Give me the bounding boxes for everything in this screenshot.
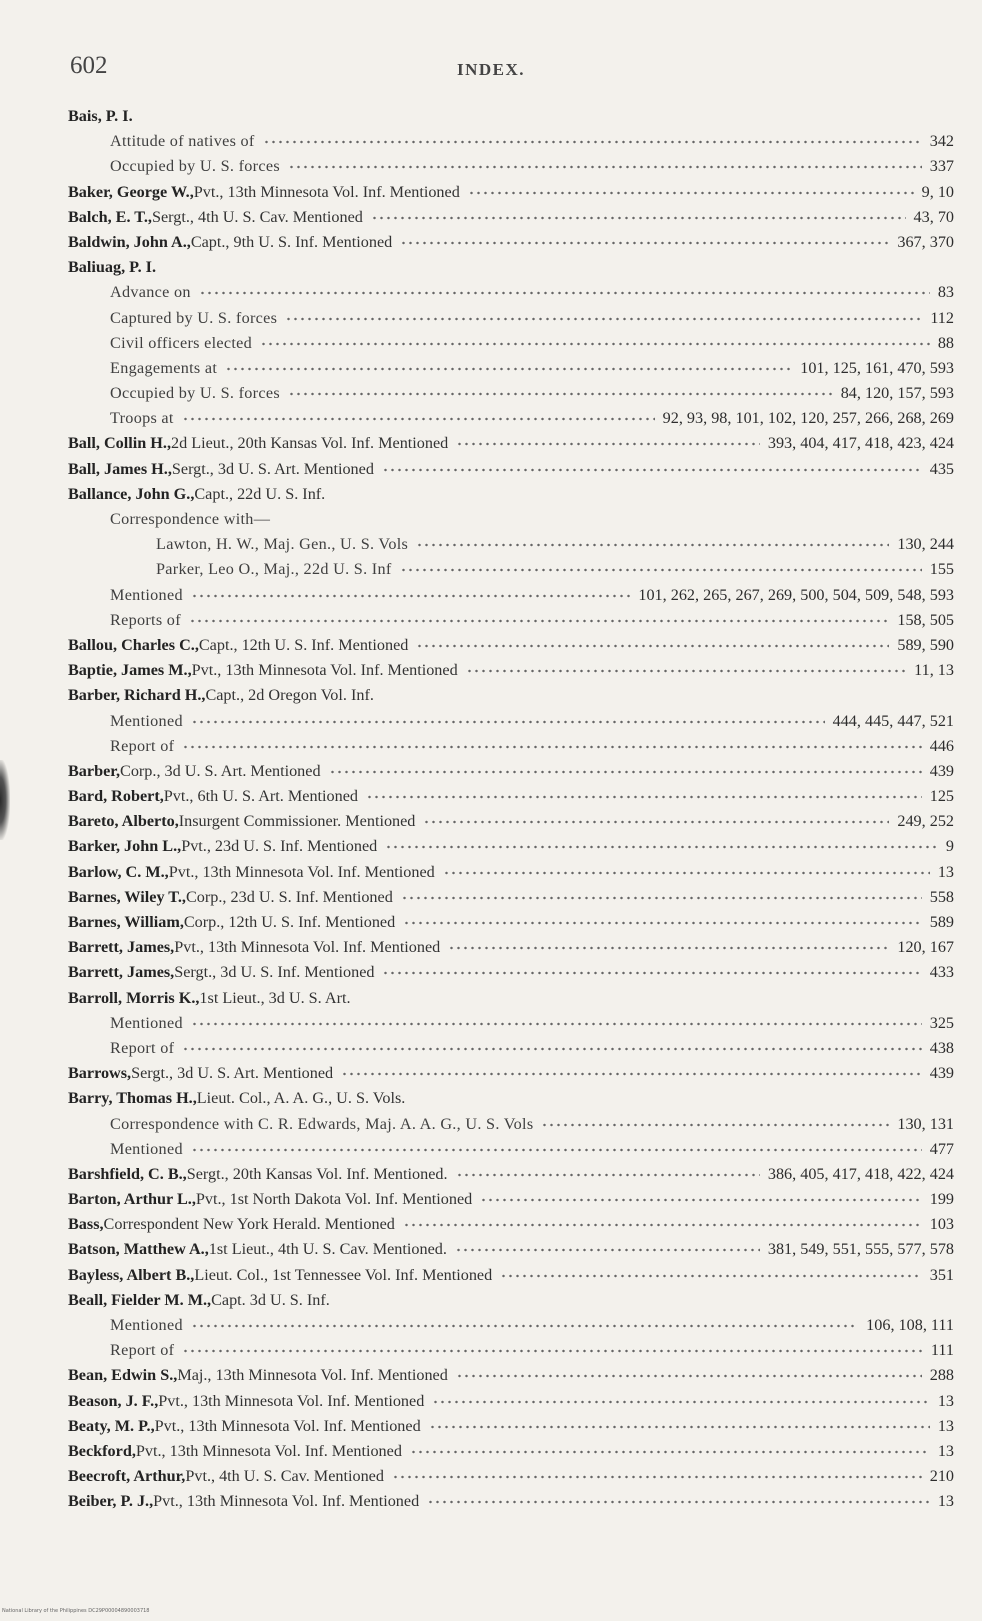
page-references: 13 — [937, 1492, 954, 1511]
index-subentry — [0, 406, 982, 431]
entry-description: Corp., 3d U. S. Art. Mentioned — [120, 761, 321, 780]
entry-name: Bais, P. I. — [68, 107, 133, 125]
page-references: 438 — [929, 1038, 954, 1057]
dot-leader — [288, 157, 922, 169]
entry-description: Sergt., 3d U. S. Art. Mentioned — [131, 1064, 334, 1083]
dot-leader — [403, 1215, 922, 1227]
dot-leader — [410, 1442, 930, 1454]
entry-description: Capt., 9th U. S. Inf. Mentioned — [190, 232, 393, 251]
dot-leader — [341, 1064, 922, 1076]
entry-description: Capt., 12th U. S. Inf. Mentioned — [198, 635, 409, 654]
index-subentry — [0, 1036, 982, 1061]
dot-leader — [400, 560, 922, 572]
entry-name: Barrett, James, — [68, 963, 175, 982]
entry-name: Batson, Matthew A., — [68, 1240, 209, 1259]
entry-name: Bayless, Albert B., — [68, 1265, 195, 1284]
entry-name: Barrett, James, — [68, 938, 175, 957]
page-references: 84, 120, 157, 593 — [840, 384, 954, 403]
dot-leader — [456, 434, 760, 446]
index-entry — [0, 683, 982, 708]
entry-name: Ballance, John G., — [68, 484, 195, 503]
index-entry — [0, 1263, 982, 1288]
entry-description: Pvt., 13th Minnesota Vol. Inf. Mentioned — [153, 1492, 420, 1511]
entry-description: Pvt., 13th Minnesota Vol. Inf. Mentioned — [154, 1416, 421, 1435]
page-number: 602 — [70, 52, 108, 79]
entry-description: Report of — [110, 736, 175, 755]
entry-description: Civil officers elected — [110, 333, 253, 352]
entry-description: Pvt., 4th U. S. Cav. Mentioned — [185, 1467, 384, 1486]
index-subentry — [0, 1313, 982, 1338]
index-subentry — [0, 1338, 982, 1363]
dot-leader — [429, 1417, 930, 1429]
entry-description: Report of — [110, 1038, 175, 1057]
entry-description: Pvt., 6th U. S. Art. Mentioned — [163, 787, 359, 806]
page-references: 589 — [929, 913, 954, 931]
dot-leader — [541, 1115, 889, 1127]
index-entry — [0, 104, 982, 129]
index-subentry — [0, 1011, 982, 1036]
index-entry — [0, 784, 982, 809]
entry-description: Mentioned — [110, 1013, 183, 1032]
page-references: 101, 125, 161, 470, 593 — [800, 358, 954, 377]
index-subentry — [0, 331, 982, 356]
dot-leader — [182, 409, 655, 421]
entry-description: Sergt., 3d U. S. Art. Mentioned — [171, 459, 374, 478]
entry-description: 1st Lieut., 4th U. S. Cav. Mentioned. — [208, 1240, 447, 1259]
dot-leader — [285, 309, 922, 321]
entry-name: Bass, — [68, 1215, 104, 1234]
index-entry — [0, 1439, 982, 1464]
index-entry — [0, 1464, 982, 1489]
index-subentry — [0, 507, 982, 532]
entry-description: Maj., 13th Minnesota Vol. Inf. Mentioned — [177, 1366, 448, 1385]
index-entry — [0, 482, 982, 507]
dot-leader — [329, 762, 922, 774]
index-entry — [0, 431, 982, 456]
dot-leader — [182, 737, 921, 749]
dot-leader — [455, 1240, 760, 1252]
index-subentry — [0, 532, 982, 557]
index-subentry — [0, 154, 982, 179]
page-references: 439 — [929, 1064, 954, 1083]
dot-leader — [191, 712, 825, 724]
entry-description: Pvt., 13th Minnesota Vol. Inf. Mentioned — [135, 1441, 402, 1460]
dot-leader — [443, 863, 930, 875]
page-references: 9 — [945, 837, 954, 856]
page-references: 386, 405, 417, 418, 422, 424 — [767, 1164, 954, 1183]
entry-description: Correspondence with C. R. Edwards, Maj. A. A. G., U. S. Vols — [110, 1114, 534, 1133]
entry-description: Capt., 22d U. S. Inf. — [194, 484, 326, 503]
page-references: 103 — [929, 1215, 954, 1234]
index-subentry — [0, 381, 982, 406]
entry-description: Correspondent New York Herald. Mentioned — [103, 1215, 395, 1234]
page-references: 13 — [937, 1441, 954, 1460]
entry-name: Ball, Collin H., — [68, 434, 171, 453]
entry-name: Barker, John L., — [68, 837, 182, 856]
page-references: 13 — [937, 1416, 954, 1435]
dot-leader — [432, 1392, 930, 1404]
entry-description: Lieut. Col., A. A. G., U. S. Vols. — [196, 1089, 406, 1108]
entry-description: Pvt., 13th Minnesota Vol. Inf. Mentioned — [191, 661, 458, 680]
entry-name: Baliuag, P. I. — [68, 258, 157, 277]
dot-leader — [199, 283, 930, 295]
dot-leader — [401, 888, 922, 900]
page-references: 88 — [937, 333, 954, 352]
entry-name: Beecroft, Arthur, — [68, 1467, 186, 1486]
entry-name: Beason, J. F., — [68, 1391, 159, 1410]
page-references: 125 — [929, 787, 954, 806]
entry-description: Mentioned — [110, 1139, 183, 1158]
index-subentry — [0, 583, 982, 608]
page-references: 325 — [929, 1013, 954, 1032]
entry-description: Reports of — [110, 610, 181, 629]
dot-leader — [456, 1165, 760, 1177]
page-references: 111 — [930, 1341, 954, 1360]
page-references: 11, 13 — [914, 661, 954, 680]
dot-leader — [403, 913, 922, 925]
dot-leader — [382, 460, 922, 472]
index-entry — [0, 960, 982, 985]
page-references: 249, 252 — [897, 812, 954, 831]
index-entry — [0, 1489, 982, 1514]
dot-leader — [191, 1140, 922, 1152]
index-subentry — [0, 306, 982, 331]
dot-leader — [416, 636, 889, 648]
page-references: 435 — [929, 459, 954, 478]
page-references: 589, 590 — [897, 635, 954, 654]
index-entry — [0, 1187, 982, 1212]
index-subentry — [0, 356, 982, 381]
page-references: 210 — [929, 1467, 954, 1486]
index-entry — [0, 658, 982, 683]
entry-name: Barlow, C. M., — [68, 862, 169, 881]
entry-name: Barber, — [68, 761, 121, 780]
index-subentry — [0, 1137, 982, 1162]
dot-leader — [448, 938, 889, 950]
index-entry — [0, 1288, 982, 1313]
entry-description: Pvt., 13th Minnesota Vol. Inf. Mentioned — [193, 182, 460, 201]
entry-name: Barry, Thomas H., — [68, 1089, 197, 1108]
index-entry — [0, 1363, 982, 1388]
index-entry — [0, 230, 982, 255]
entry-description: Insurgent Commissioner. Mentioned — [178, 812, 416, 831]
page-references: 393, 404, 417, 418, 423, 424 — [767, 434, 954, 453]
entry-name: Bean, Edwin S., — [68, 1366, 178, 1385]
entry-description: Occupied by U. S. forces — [110, 157, 280, 176]
dot-leader — [456, 1366, 922, 1378]
page-references: 558 — [929, 887, 954, 906]
index-subentry — [0, 734, 982, 759]
entry-description: Corp., 23d U. S. Inf. Mentioned — [185, 887, 393, 906]
page-references: 130, 244 — [897, 535, 954, 554]
entry-description: 1st Lieut., 3d U. S. Art. — [199, 988, 351, 1007]
index-subentry — [0, 129, 982, 154]
dot-leader — [468, 183, 914, 195]
page-references: 351 — [929, 1265, 954, 1284]
entry-name: Barrows, — [68, 1064, 132, 1083]
entry-description: Sergt., 4th U. S. Cav. Mentioned — [151, 207, 363, 226]
index-entry — [0, 1061, 982, 1086]
entry-name: Barnes, William, — [68, 913, 184, 931]
page-references: 13 — [937, 862, 954, 881]
entry-description: Capt., 2d Oregon Vol. Inf. — [205, 686, 374, 705]
index-entry — [0, 759, 982, 784]
dot-leader — [466, 661, 906, 673]
entry-description: Advance on — [110, 283, 191, 302]
entry-description: Lieut. Col., 1st Tennessee Vol. Inf. Mentioned — [194, 1265, 493, 1284]
entry-description: Pvt., 1st North Dakota Vol. Inf. Mentioned — [195, 1190, 473, 1209]
entry-name: Ball, James H., — [68, 459, 172, 478]
entry-name: Barton, Arthur L., — [68, 1190, 196, 1209]
page-references: 288 — [929, 1366, 954, 1385]
index-subentry — [0, 557, 982, 582]
entry-name: Baker, George W., — [68, 182, 194, 201]
entry-description: Pvt., 13th Minnesota Vol. Inf. Mentioned — [174, 938, 441, 957]
library-stamp: National Library of the Philippines DC29P00004890003718 — [2, 1608, 150, 1614]
dot-leader — [263, 132, 922, 144]
entry-name: Ballou, Charles C., — [68, 635, 199, 654]
entry-name: Beckford, — [68, 1441, 136, 1460]
index-entries — [0, 104, 982, 1515]
page-references: 367, 370 — [897, 232, 954, 251]
dot-leader — [416, 535, 889, 547]
page-references: 381, 549, 551, 555, 577, 578 — [767, 1240, 954, 1259]
dot-leader — [382, 963, 921, 975]
index-entry — [0, 809, 982, 834]
page-references: 112 — [930, 308, 954, 327]
index-entry — [0, 1162, 982, 1187]
page-references: 101, 262, 265, 267, 269, 500, 504, 509, 548, 593 — [638, 585, 954, 604]
page-references: 120, 167 — [897, 938, 954, 957]
index-entry — [0, 885, 982, 910]
dot-leader — [385, 837, 938, 849]
entry-description: Pvt., 13th Minnesota Vol. Inf. Mentioned — [168, 862, 435, 881]
page-references: 83 — [937, 283, 954, 302]
page-references: 158, 505 — [897, 610, 954, 629]
index-subentry — [0, 1112, 982, 1137]
dot-leader — [191, 1014, 922, 1026]
page-references: 155 — [929, 560, 954, 579]
index-entry — [0, 1212, 982, 1237]
index-entry — [0, 1086, 982, 1111]
page-references: 342 — [929, 132, 954, 151]
page-references: 477 — [929, 1139, 954, 1158]
index-entry — [0, 986, 982, 1011]
page-references: 9, 10 — [921, 182, 954, 201]
page-references: 444, 445, 447, 521 — [832, 711, 954, 730]
entry-name: Barber, Richard H., — [68, 686, 206, 705]
entry-description: Mentioned — [110, 585, 183, 604]
page-references: 199 — [929, 1190, 954, 1209]
index-entry — [0, 180, 982, 205]
entry-name: Beall, Fielder M. M., — [68, 1290, 212, 1309]
page-references: 43, 70 — [913, 207, 954, 226]
entry-description: Correspondence with— — [110, 510, 271, 528]
entry-description: Report of — [110, 1341, 175, 1360]
page-header — [0, 52, 982, 92]
entry-name: Barnes, Wiley T., — [68, 887, 186, 906]
entry-name: Bareto, Alberto, — [68, 812, 179, 831]
running-title: INDEX. — [456, 60, 526, 79]
index-entry — [0, 1414, 982, 1439]
dot-leader — [182, 1039, 921, 1051]
page-references: 439 — [929, 761, 954, 780]
entry-description: Troops at — [110, 409, 174, 428]
entry-name: Baldwin, John A., — [68, 232, 191, 251]
entry-name: Beiber, P. J., — [68, 1492, 154, 1511]
dot-leader — [480, 1190, 921, 1202]
index-subentry — [0, 608, 982, 633]
entry-description: Engagements at — [110, 358, 218, 377]
entry-description: 2d Lieut., 20th Kansas Vol. Inf. Mentioned — [171, 434, 449, 453]
dot-leader — [260, 334, 930, 346]
index-entry — [0, 935, 982, 960]
entry-name: Barshfield, C. B., — [68, 1164, 187, 1183]
entry-description: Sergt., 20th Kansas Vol. Inf. Mentioned. — [186, 1164, 448, 1183]
dot-leader — [400, 233, 889, 245]
dot-leader — [500, 1266, 922, 1278]
dot-leader — [225, 359, 792, 371]
entry-name: Bard, Robert, — [68, 787, 164, 806]
entry-description: Pvt., 23d U. S. Inf. Mentioned — [181, 837, 378, 856]
entry-name: Baptie, James M., — [68, 661, 192, 680]
dot-leader — [423, 812, 889, 824]
page-references: 130, 131 — [897, 1114, 954, 1133]
index-entry — [0, 1237, 982, 1262]
index-entry — [0, 205, 982, 230]
entry-description: Captured by U. S. forces — [110, 308, 278, 327]
dot-leader — [182, 1341, 923, 1353]
index-subentry — [0, 709, 982, 734]
entry-description: Corp., 12th U. S. Inf. Mentioned — [183, 913, 396, 931]
page-references: 92, 93, 98, 101, 102, 120, 257, 266, 268, 269 — [662, 409, 954, 428]
index-entry — [0, 860, 982, 885]
entry-description: Pvt., 13th Minnesota Vol. Inf. Mentioned — [158, 1391, 425, 1410]
entry-description: Sergt., 3d U. S. Inf. Mentioned — [174, 963, 375, 982]
dot-leader — [189, 611, 889, 623]
entry-description: Capt. 3d U. S. Inf. — [211, 1290, 330, 1309]
entry-description: Attitude of natives of — [110, 132, 255, 151]
entry-description: Parker, Leo O., Maj., 22d U. S. Inf — [156, 560, 392, 579]
page-references: 337 — [929, 157, 954, 176]
index-entry — [0, 910, 982, 935]
dot-leader — [366, 787, 922, 799]
page-references: 446 — [929, 736, 954, 755]
index-entry — [0, 633, 982, 658]
dot-leader — [191, 586, 631, 598]
index-entry — [0, 457, 982, 482]
entry-description: Occupied by U. S. forces — [110, 384, 280, 403]
entry-name: Barroll, Morris K., — [68, 988, 200, 1007]
index-entry — [0, 834, 982, 859]
entry-description: Lawton, H. W., Maj. Gen., U. S. Vols — [156, 535, 409, 554]
dot-leader — [288, 384, 833, 396]
dot-leader — [371, 208, 906, 220]
page-references: 433 — [929, 963, 954, 982]
entry-name: Beaty, M. P., — [68, 1416, 155, 1435]
dot-leader — [392, 1467, 922, 1479]
index-subentry — [0, 280, 982, 305]
entry-description: Mentioned — [110, 711, 183, 730]
page-references: 106, 108, 111 — [866, 1316, 954, 1334]
index-entry — [0, 1389, 982, 1414]
entry-description: Mentioned — [110, 1316, 183, 1334]
dot-leader — [191, 1316, 858, 1328]
entry-name: Balch, E. T., — [68, 207, 152, 226]
dot-leader — [427, 1492, 930, 1504]
index-entry — [0, 255, 982, 280]
page-references: 13 — [937, 1391, 954, 1410]
